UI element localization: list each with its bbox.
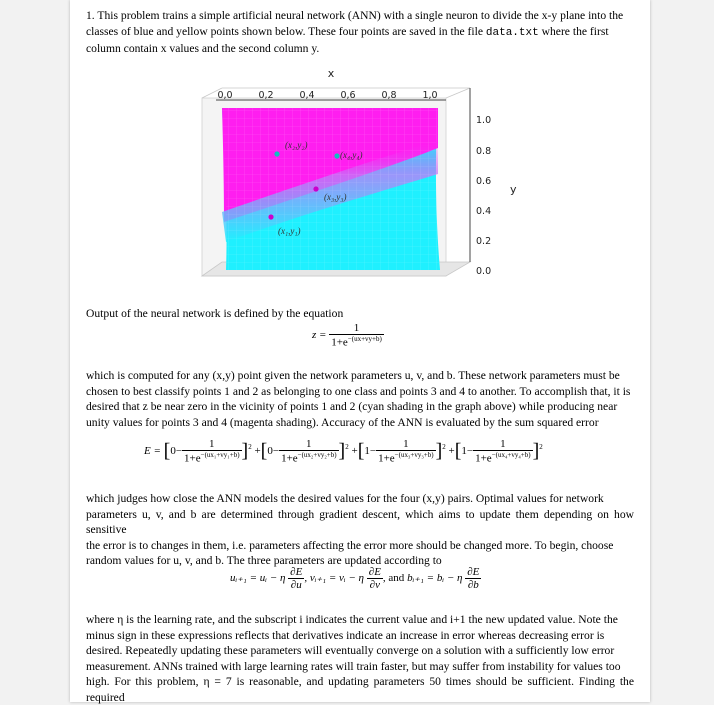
y-tick-label: 0.2 (476, 236, 492, 247)
z-lhs: z = (312, 328, 327, 341)
y-axis (476, 115, 517, 277)
point-label-2: (x₂,y₂) (285, 140, 308, 150)
error-lhs: E = (144, 444, 161, 457)
update-equation: uᵢ₊₁ = uᵢ − η $\frac{\partial E}{\partial u}$ , vᵢ₊₁ = vᵢ − η $\frac{\partial E}{\partial v}$ , and bᵢ₊₁ = bᵢ − η $\frac{\partial E}{\partial b}$ (230, 566, 480, 591)
para3-line: minus sign in these expressions reflects that derivatives indicate an increase in error whereas decreasing error is (86, 628, 605, 642)
para1-line: chosen to best classify points 1 and 2 as belonging to one class and points 3 and 4 to another. To accomplish that, it is (86, 384, 631, 398)
x-tick-label: 0,2 (258, 90, 274, 101)
surface (222, 108, 440, 270)
b-update: bᵢ₊₁ = bᵢ − η (407, 572, 463, 585)
intro-line-3: column contain x values and the second column y. (86, 42, 320, 55)
x-tick-label: 1,0 (422, 90, 438, 101)
filename: data.txt (485, 26, 539, 39)
term-target: 1 (461, 444, 467, 457)
y-tick-label: 0.0 (476, 266, 492, 277)
para3-line: where η is the learning rate, and the subscript i indicates the current value and i+1 the new updated value. Note the (86, 613, 618, 626)
para2-line: the error is to changes in them, i.e. parameters affecting the error more should be changed more. To begin, choose (86, 538, 614, 552)
db: ∂b (467, 579, 479, 591)
term-target: 0 (170, 444, 176, 457)
y-tick-label: 0.8 (476, 146, 492, 157)
and-word: and (388, 572, 405, 585)
dv: ∂v (369, 579, 380, 591)
paragraph-2 (86, 491, 634, 569)
x-tick-label: 0,4 (299, 90, 315, 101)
y-axis-title: y (510, 183, 517, 196)
term-target: 0 (267, 444, 273, 457)
dE: ∂E (467, 566, 480, 578)
x-tick-label: 0,6 (340, 90, 356, 101)
error-term-3: [ (357, 439, 365, 462)
point-4 (334, 153, 339, 158)
u-update: uᵢ₊₁ = uᵢ − η (230, 572, 286, 585)
para3-line: high. For this problem, η = 7 is reasonable, and updating parameters 50 times should be sufficient. Finding the required (86, 675, 634, 704)
paragraph-3 (86, 612, 634, 705)
para3-line: measurement. ANNs trained with large learning rates will train faster, but may suffer from instability for values too (86, 659, 621, 673)
point-label-4: (x₄,y₄) (340, 150, 363, 160)
point-2 (274, 151, 279, 156)
point-label-1: (x₁,y₁) (278, 226, 301, 236)
para2-line: parameters u, v, and b are determined through gradient descent, which aims to update them depending on how sensitive (86, 507, 634, 536)
problem-number: 1. (86, 9, 95, 22)
z-denominator: 1+e (331, 336, 348, 349)
intro-paragraph (86, 8, 634, 57)
decision-surface-plot (188, 62, 558, 287)
error-term-2: [ (260, 439, 268, 462)
z-exponent: −(ux+vy+b) (347, 335, 382, 343)
v-update: vᵢ₊₁ = vᵢ − η (309, 572, 365, 585)
term-exponent: −(ux₁+vy₁+b) (200, 451, 240, 459)
y-tick-label: 0.6 (476, 176, 492, 187)
term-exponent: −(ux₄+vy₄+b) (491, 451, 531, 459)
paragraph-1 (86, 368, 634, 430)
x-axis-title: x (327, 67, 335, 80)
error-term-4: [ (454, 439, 462, 462)
dE: ∂E (368, 566, 381, 578)
intro-line-2: classes of blue and yellow points shown below. These four points are saved in the file (86, 24, 483, 38)
y-tick-label: 1.0 (476, 115, 492, 126)
para2-line: which judges how close the ANN models the desired values for the four (x,y) pairs. Optimal values for network (86, 492, 604, 505)
para1-line: unity values for points 3 and 4 (magenta shading). Accuracy of the ANN is evaluated by the sum squared error (86, 415, 599, 429)
x-tick-label: 0,8 (381, 90, 397, 101)
error-equation: E = [0− $\frac{1}{1+e^{-(ux_1+vy_1+b)}}$ ]$^2$ +[0− $\frac{1}{1+e^{-(ux_2+vy_2+b)}}$ ]$^2$ +[1− $\frac{1}{1+e^{-(ux_3+vy_3+b)}}$ ]$^2$ +[1− $\frac{1}{1+e^{-(ux_4+vy_4+b)}}$ ]$^2$ (144, 438, 543, 465)
x-tick-label: 0,0 (217, 90, 233, 101)
y-tick-label: 0.4 (476, 206, 492, 217)
term-exponent: −(ux₃+vy₃+b) (394, 451, 434, 459)
dE: ∂E (290, 566, 303, 578)
z-numerator: 1 (329, 322, 384, 335)
output-sentence: Output of the neural network is defined by the equation (86, 307, 344, 320)
point-3 (313, 186, 318, 191)
para1-line: desired that z be near zero in the vicinity of points 1 and 2 (cyan shading in the graph above) while producing near (86, 400, 618, 413)
x-axis (216, 67, 446, 101)
point-label-3: (x₃,y₃) (324, 192, 347, 202)
z-equation (312, 322, 384, 349)
term-exponent: −(ux₂+vy₂+b) (297, 451, 337, 459)
intro-line-1: This problem trains a simple artificial neural network (ANN) with a single neuron to divide the x-y plane into the (97, 9, 624, 22)
document-page (70, 0, 650, 702)
intro-line-2-tail: where the first (541, 24, 609, 38)
error-term-1: [ (163, 439, 171, 462)
para2-line: random values for u, v, and b. The three parameters are updated according to (86, 554, 442, 567)
du: ∂u (290, 579, 302, 591)
para3-line: desired. Repeatedly updating these parameters will eventually converge on a solution with a sufficiently low error (86, 644, 615, 657)
term-target: 1 (364, 444, 370, 457)
para1-line: which is computed for any (x,y) point given the network parameters u, v, and b. These network parameters must be (86, 369, 620, 382)
point-1 (268, 214, 273, 219)
